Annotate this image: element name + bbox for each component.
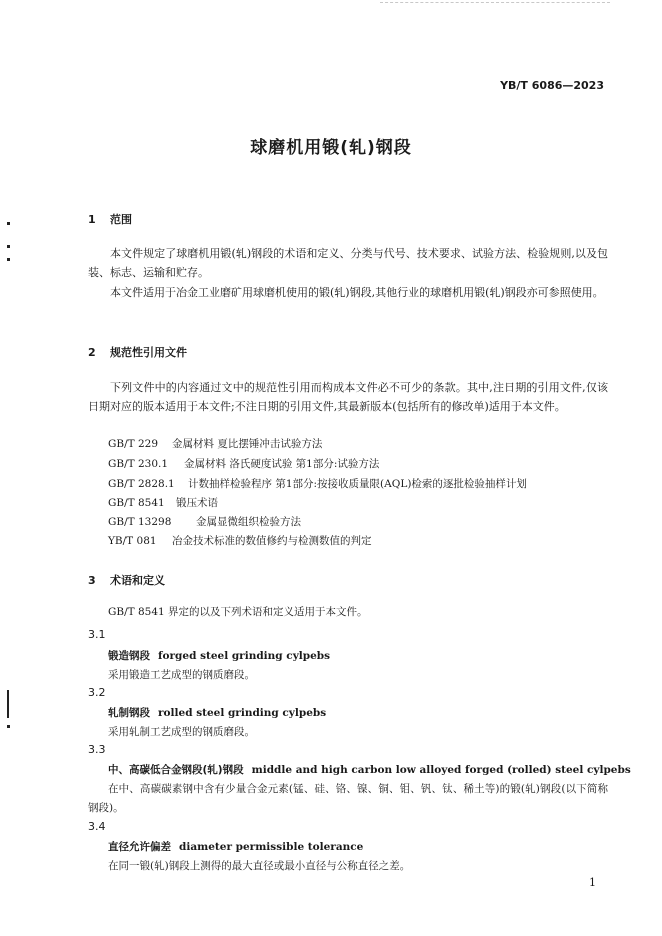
scan-mark xyxy=(7,725,10,728)
scan-mark xyxy=(7,245,10,248)
term-en: middle and high carbon low alloyed forged (rolled) steel cylpebs xyxy=(251,764,631,776)
standard-code: YB/T 6086—2023 xyxy=(500,79,604,92)
reference-item xyxy=(108,476,527,491)
section-title: 术语和定义 xyxy=(110,574,165,587)
scan-mark xyxy=(7,222,10,225)
term-en: rolled steel grinding cylpebs xyxy=(158,707,327,719)
term-zh: 直径允许偏差 xyxy=(108,841,171,853)
reference-title: 冶金技术标准的数值修约与检测数值的判定 xyxy=(172,535,372,547)
reference-code: YB/T 081 xyxy=(108,535,157,547)
section-title: 规范性引用文件 xyxy=(110,346,187,359)
term-zh: 锻造钢段 xyxy=(108,650,150,662)
reference-title: 金属显微组织检验方法 xyxy=(196,516,301,528)
term-entry xyxy=(108,762,631,777)
reference-item xyxy=(108,456,379,471)
scan-mark xyxy=(7,258,10,261)
term-definition: 在同一锻(轧)钢段上测得的最大直径或最小直径与公称直径之差。 xyxy=(108,860,411,872)
reference-code: GB/T 8541 xyxy=(108,497,165,509)
document-title: 球磨机用锻(轧)钢段 xyxy=(250,138,412,158)
term-entry xyxy=(108,648,330,663)
reference-code: GB/T 230.1 xyxy=(108,458,169,470)
reference-item xyxy=(108,533,372,548)
reference-title: 金属材料 洛氏硬度试验 第1部分:试验方法 xyxy=(184,458,380,470)
term-entry xyxy=(108,705,326,720)
section-heading xyxy=(88,344,187,360)
term-number: 3.1 xyxy=(88,628,106,641)
reference-item xyxy=(108,495,218,510)
section-number: 2 xyxy=(88,346,96,359)
reference-code: GB/T 229 xyxy=(108,438,159,450)
scan-edge-line xyxy=(380,2,610,3)
term-definition: 采用轧制工艺成型的钢质磨段。 xyxy=(108,726,255,738)
term-number: 3.2 xyxy=(88,686,106,699)
section-number: 3 xyxy=(88,574,96,587)
reference-item xyxy=(108,436,322,451)
term-number: 3.4 xyxy=(88,820,106,833)
reference-title: 金属材料 夏比摆锤冲击试验方法 xyxy=(172,438,323,450)
term-en: forged steel grinding cylpebs xyxy=(158,650,331,662)
term-definition: 采用锻造工艺成型的钢质磨段。 xyxy=(108,669,255,681)
term-en: diameter permissible tolerance xyxy=(179,841,364,853)
term-definition: 在中、高碳碳素钢中含有少量合金元素(锰、硅、铬、镍、铜、钼、钒、钛、稀土等)的锻(轧)钢段(以下简称钢段)。 xyxy=(88,783,608,814)
page-number: 1 xyxy=(589,876,596,889)
term-zh: 轧制钢段 xyxy=(108,707,150,719)
reference-title: 计数抽样检验程序 第1部分:按接收质量限(AQL)检索的逐批检验抽样计划 xyxy=(188,478,527,490)
section-heading xyxy=(88,211,132,227)
reference-title: 锻压术语 xyxy=(176,497,218,509)
term-zh: 中、高碳低合金钢段(轧)钢段 xyxy=(108,764,244,776)
paragraph: 本文件适用于冶金工业磨矿用球磨机使用的锻(轧)钢段,其他行业的球磨机用锻(轧)钢段亦可参照使用。 xyxy=(110,286,604,299)
section-heading xyxy=(88,572,165,588)
term-entry xyxy=(108,839,363,854)
reference-code: GB/T 2828.1 xyxy=(108,478,175,490)
section-title: 范围 xyxy=(110,213,132,226)
paragraph: 下列文件中的内容通过文中的规范性引用而构成本文件必不可少的条款。其中,注日期的引用文件,仅该日期对应的版本适用于本文件;不注日期的引用文件,其最新版本(包括所有的修改单)适用于本文件。 xyxy=(88,381,608,413)
paragraph: 本文件规定了球磨机用锻(轧)钢段的术语和定义、分类与代号、技术要求、试验方法、检验规则,以及包装、标志、运输和贮存。 xyxy=(88,247,608,279)
term-number: 3.3 xyxy=(88,743,106,756)
reference-item xyxy=(108,514,301,529)
reference-code: GB/T 13298 xyxy=(108,516,172,528)
paragraph: GB/T 8541 界定的以及下列术语和定义适用于本文件。 xyxy=(108,606,368,618)
section-number: 1 xyxy=(88,213,96,226)
scan-mark xyxy=(7,690,9,718)
